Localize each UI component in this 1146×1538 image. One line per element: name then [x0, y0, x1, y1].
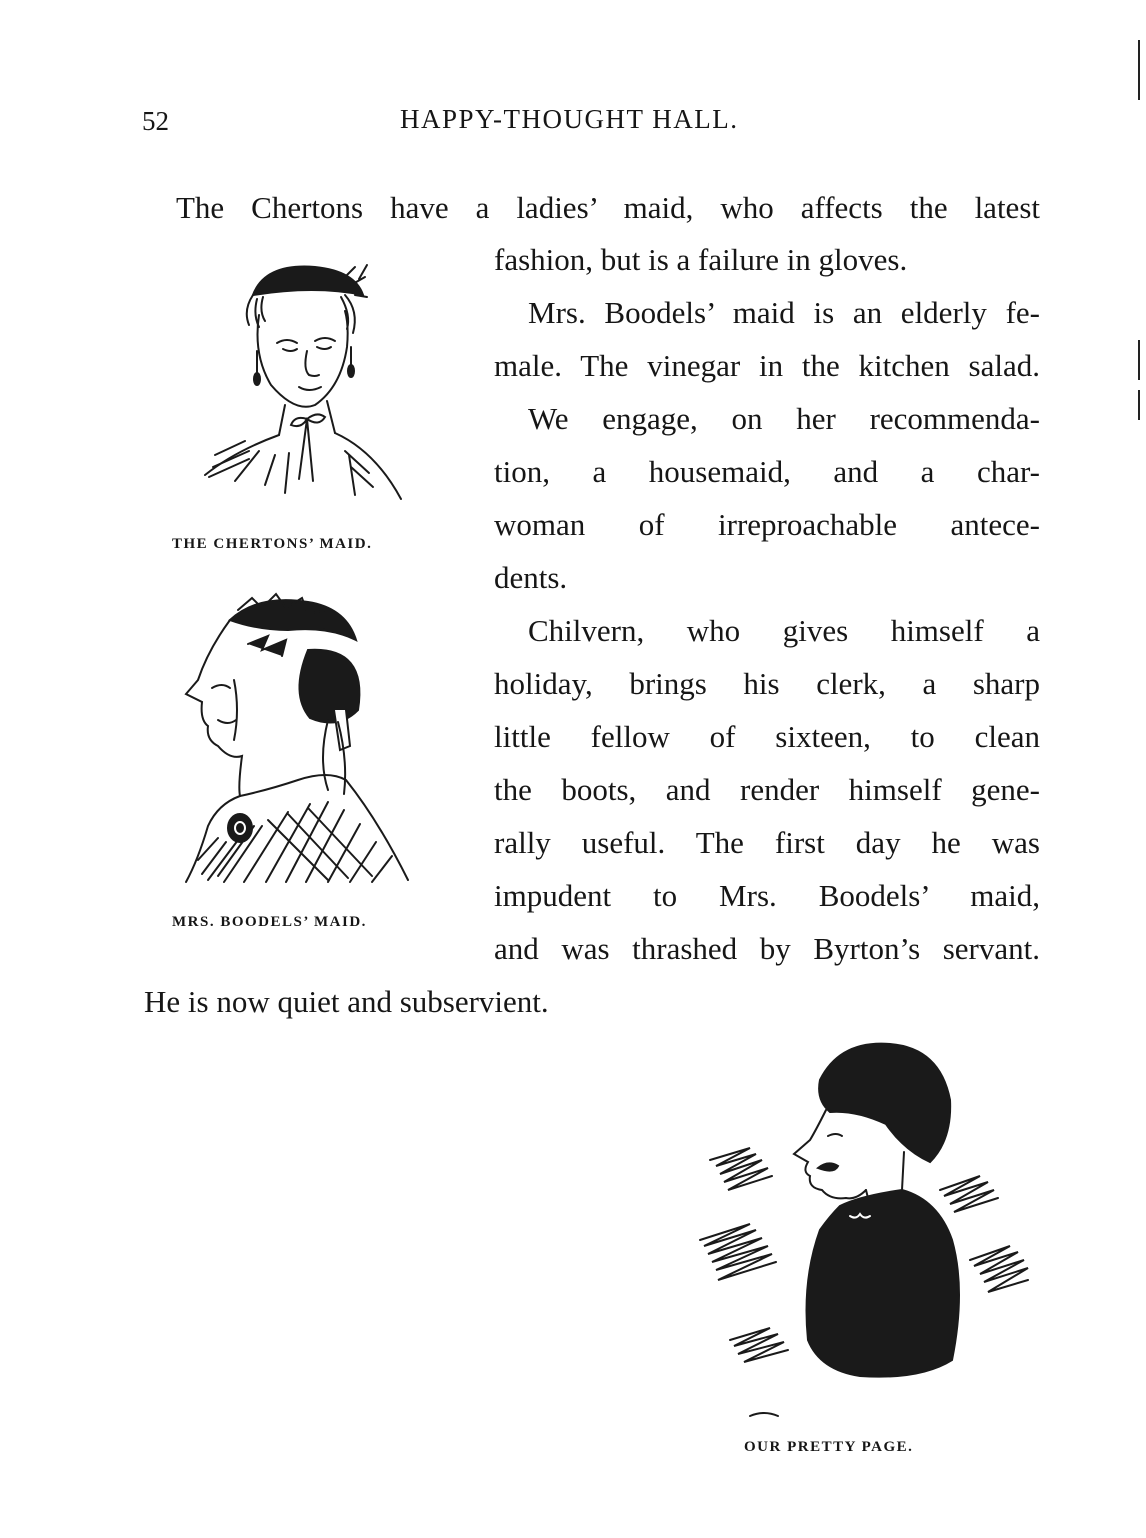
- pretty-page-illustration: [690, 1040, 1030, 1420]
- page-number: 52: [142, 106, 169, 136]
- body-line-16: He is now quiet and subservient.: [144, 984, 549, 1019]
- body-line-8: dents.: [494, 560, 568, 595]
- body-line-7: woman of irreproachable antece-: [494, 507, 1040, 542]
- chertons-maid-illustration: [195, 255, 410, 525]
- body-line-10: holiday, brings his clerk, a sharp: [494, 666, 1040, 701]
- running-title: HAPPY-THOUGHT HALL.: [400, 104, 739, 134]
- body-line-4: male. The vinegar in the kitchen salad.: [494, 348, 1040, 383]
- body-line-15: and was thrashed by Byrton’s servant.: [494, 931, 1040, 966]
- body-line-11: little fellow of sixteen, to clean: [494, 719, 1040, 754]
- margin-rule: [1138, 390, 1140, 420]
- margin-rule: [1138, 40, 1140, 100]
- body-line-2: fashion, but is a failure in gloves.: [494, 242, 908, 277]
- body-line-5: We engage, on her recommenda-: [528, 401, 1040, 436]
- boodels-maid-caption: MRS. BOODELS’ MAID.: [172, 914, 367, 930]
- body-line-1: The Chertons have a ladies’ maid, who affects the latest: [176, 190, 1040, 225]
- chertons-maid-caption: THE CHERTONS’ MAID.: [172, 536, 373, 552]
- body-line-14: impudent to Mrs. Boodels’ maid,: [494, 878, 1040, 913]
- body-line-9: Chilvern, who gives himself a: [528, 613, 1040, 648]
- body-line-13: rally useful. The first day he was: [494, 825, 1040, 860]
- margin-rule: [1138, 340, 1140, 380]
- body-line-12: the boots, and render himself gene-: [494, 772, 1040, 807]
- pretty-page-caption: OUR PRETTY PAGE.: [744, 1439, 914, 1455]
- body-line-3: Mrs. Boodels’ maid is an elderly fe-: [528, 295, 1040, 330]
- boodels-maid-illustration: [178, 590, 418, 890]
- body-line-6: tion, a housemaid, and a char-: [494, 454, 1040, 489]
